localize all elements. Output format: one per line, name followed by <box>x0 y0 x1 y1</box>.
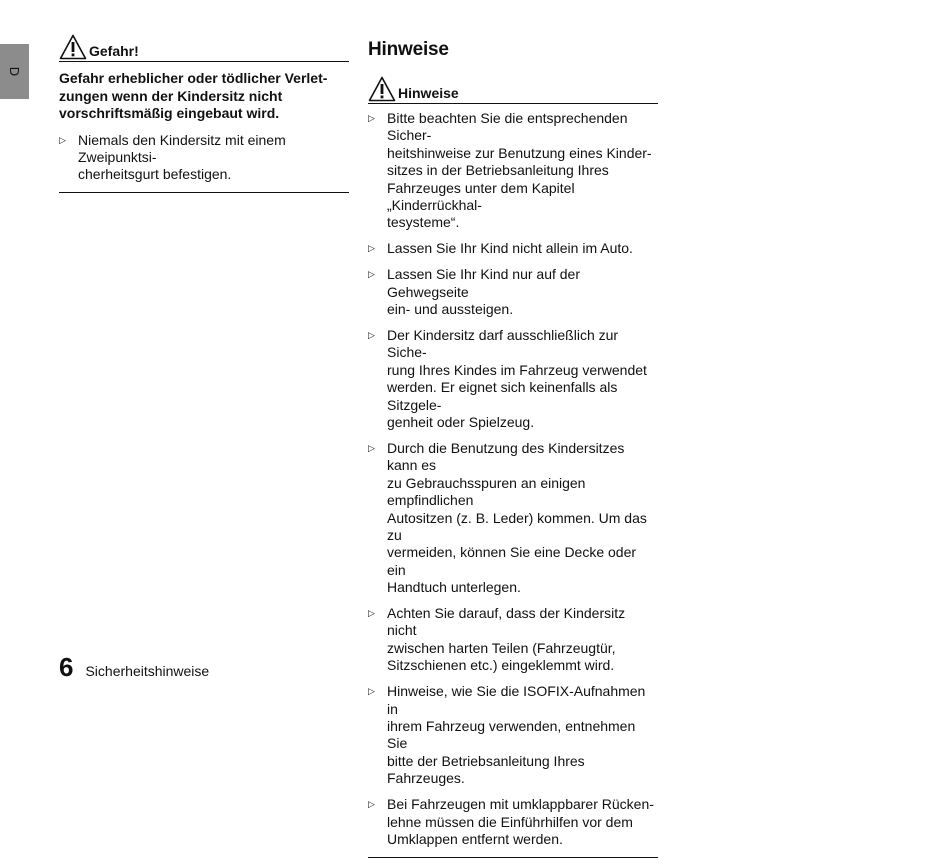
bullet-triangle-icon: ▷ <box>368 269 375 280</box>
language-tab-label: D <box>6 66 22 77</box>
danger-list <box>59 132 349 184</box>
danger-text <box>59 70 349 123</box>
danger-header <box>59 30 349 62</box>
list-item-text: Lassen Sie Ihr Kind nur auf der Gehwegseite ein- und aussteigen. <box>387 266 581 318</box>
list-item-text: Achten Sie darauf, dass der Kindersitz nicht zwischen harten Teilen (Fahrzeugtür, Sitzschienen etc.) eingeklemmt wird. <box>387 605 626 674</box>
list-item-text: Der Kindersitz darf ausschließlich zur Siche- rung Ihres Kindes im Fahrzeug verwendet werden. Er eignet sich keinenfalls als Sitzgele- genheit oder Spielzeug. <box>387 326 647 430</box>
bullet-triangle-icon: ▷ <box>368 243 375 254</box>
list-item <box>368 266 658 318</box>
list-item <box>368 327 658 431</box>
list-item-text: Bitte beachten Sie die entsprechenden Sicher- heitshinweise zur Benutzung eines Kinder- sitzes in der Betriebsanleitung Ihres Fahrzeuges unter dem Kapitel „Kinderrückhal- tesysteme“. <box>387 110 652 231</box>
list-item-text: Durch die Benutzung des Kindersitzes kann es zu Gebrauchsspuren an einigen empfindlichen Autositzen (z. B. Leder) kommen. Um das zu vermeiden, können Sie eine Decke oder ein Handtuch unterlegen. <box>387 439 647 596</box>
bullet-triangle-icon: ▷ <box>368 442 375 453</box>
list-item-text: Niemals den Kindersitz mit einem Zweipunktsi- cherheitsgurt befestigen. <box>78 131 286 183</box>
list-item <box>368 796 658 848</box>
bullet-triangle-icon: ▷ <box>368 329 375 340</box>
warning-triangle-icon <box>59 34 87 60</box>
danger-label: Gefahr! <box>89 43 139 59</box>
hinweise-list <box>368 110 658 848</box>
bullet-triangle-icon: ▷ <box>368 113 375 123</box>
bullet-triangle-icon: ▷ <box>368 799 375 810</box>
hinweise-label: Hinweise <box>398 85 459 101</box>
hinweise-section <box>368 38 658 858</box>
list-item <box>368 440 658 597</box>
list-item-text: Lassen Sie Ihr Kind nicht allein im Auto. <box>387 240 633 257</box>
bullet-triangle-icon: ▷ <box>59 134 66 145</box>
page-footer <box>59 652 209 683</box>
hinweise-header <box>368 72 658 104</box>
language-tab <box>0 44 29 99</box>
danger-bottom-rule <box>59 192 349 193</box>
list-item <box>368 605 658 675</box>
page-footer-title: Sicherheitshinweise <box>85 663 210 679</box>
danger-text-content: Gefahr erheblicher oder tödlicher Verlet- zungen wenn der Kindersitz nicht vorschriftsmäßig eingebaut wird. <box>59 70 328 121</box>
list-item <box>368 110 658 232</box>
warning-triangle-icon <box>368 76 396 102</box>
list-item <box>368 240 658 257</box>
page-number: 6 <box>59 652 74 682</box>
danger-block <box>59 30 349 193</box>
list-item-text: Hinweise, wie Sie die ISOFIX-Aufnahmen in ihrem Fahrzeug verwenden, entnehmen Sie bitte der Betriebsanleitung Ihres Fahrzeuges. <box>387 683 646 787</box>
list-item <box>59 132 349 184</box>
bullet-triangle-icon: ▷ <box>368 608 375 619</box>
list-item-text: Bei Fahrzeugen mit umklappbarer Rücken- lehne müssen die Einführhilfen vor dem Umklappen entfernt werden. <box>387 796 654 847</box>
bullet-triangle-icon: ▷ <box>368 686 375 697</box>
section-title: Hinweise <box>368 39 449 60</box>
list-item <box>368 683 658 787</box>
